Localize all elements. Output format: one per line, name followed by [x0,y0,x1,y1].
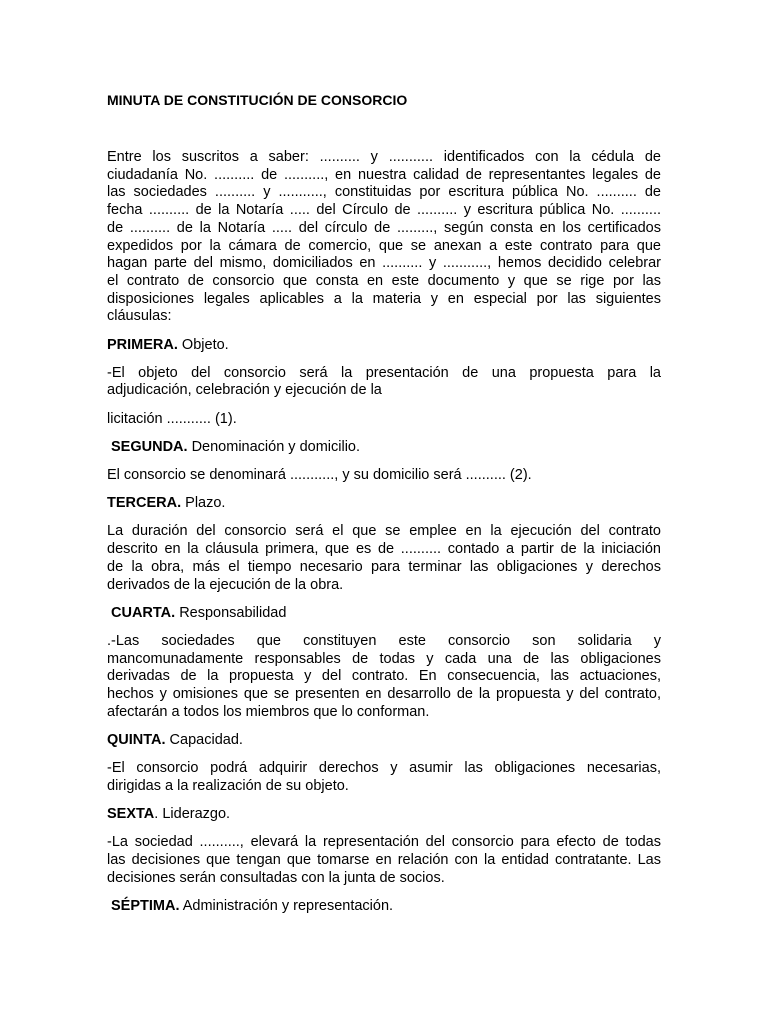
document-body [107,149,661,926]
text-line: dirigidas a la realización de su objeto. [107,777,349,794]
clause-paragraph [107,411,661,429]
text-line: derivadas de la propuesta y del contrato. En consecuencia, las actuaciones, [107,668,661,685]
clause-heading-segunda [107,439,661,457]
text-line: el contrato de consorcio que consta en este documento y que se rige por las [107,272,661,289]
text-line: decisiones serán consultadas con la junta de socios. [107,869,445,886]
clause-paragraph [107,633,661,722]
text-line: licitación ........... (1). [107,410,237,427]
clause-number: SEGUNDA. [111,438,188,455]
text-line: -El consorcio podrá adquirir derechos y asumir las obligaciones necesarias, [107,760,661,777]
text-line: -La sociedad .........., elevará la representación del consorcio para efecto de todas [107,834,661,851]
text-line: hagan parte del mismo, domiciliados en .......... y ..........., hemos decidido celebrar [107,255,661,272]
clause-number: TERCERA. [107,495,182,512]
text-line: de la obra, más el tiempo necesario para terminar las obligaciones y derechos [107,558,661,575]
clause-heading-quinta [107,732,661,750]
clause-number: CUARTA. [111,604,176,621]
clause-number: SEXTA [107,806,155,823]
text-line: adjudicación, celebración y ejecución de la [107,382,382,399]
clause-paragraph [107,467,661,485]
text-line: fecha .......... de la Notaría ..... del Círculo de .......... y escritura pública No. .......... [107,202,661,219]
text-line: disposiciones legales aplicables a la materia y en especial por las siguientes [107,290,661,307]
text-line: mancomunadamente responsables de todas y cada una de las obligaciones [107,650,661,667]
clause-heading-primera [107,337,661,355]
clause-heading-sexta [107,806,661,824]
text-line: descrito en la cláusula primera, que es de .......... contado a partir de la iniciación [107,541,661,558]
text-line: expedidos por la cámara de comercio, que se anexan a este contrato para que [107,237,661,254]
clause-paragraph [107,834,661,887]
text-line: hechos y omisiones que se presenten en desarrollo de la propuesta y del contrato, [107,686,661,703]
clause-heading-septima [107,898,661,916]
intro-paragraph [107,149,661,326]
clause-number: SÉPTIMA. [111,897,180,914]
text-line: derivados de la ejecución de la obra. [107,576,344,593]
clause-paragraph [107,365,661,400]
clause-name: . Liderazgo. [154,806,231,823]
clause-paragraph [107,760,661,795]
clause-name: Administración y representación. [179,897,394,914]
clause-name: Objeto. [177,336,229,353]
clause-number: QUINTA. [107,731,166,748]
clause-name: Plazo. [181,495,226,512]
clause-heading-tercera [107,495,661,513]
text-line: afectarán a todos los miembros que lo conforman. [107,703,430,720]
clause-paragraph [107,523,661,594]
text-line: -El objeto del consorcio será la presentación de una propuesta para la [107,364,661,381]
text-line: cláusulas: [107,308,172,325]
clause-name: Denominación y domicilio. [187,438,361,455]
document-title: MINUTA DE CONSTITUCIÓN DE CONSORCIO [107,92,408,108]
text-line: las sociedades .......... y ..........., constituidas por escritura pública No. .......... de [107,184,661,201]
text-line: de .......... de la Notaría ..... del círculo de ........., según consta en los certificados [107,219,661,236]
text-line: La duración del consorcio será el que se emplee en la ejecución del contrato [107,523,661,540]
text-line: Entre los suscritos a saber: .......... y ........... identificados con la cédula de [107,149,661,165]
text-line: El consorcio se denominará ..........., y su domicilio será .......... (2). [107,467,532,484]
text-line: ciudadanía No. .......... de .........., en nuestra calidad de representantes legales de [107,166,661,183]
clause-number: PRIMERA. [107,336,178,353]
text-line: .-Las sociedades que constituyen este consorcio son solidaria y [107,632,661,649]
text-line: las decisiones que tengan que tomarse en relación con la entidad contratante. Las [107,852,661,868]
clause-name: Responsabilidad [175,604,287,621]
clause-name: Capacidad. [165,731,243,748]
clause-heading-cuarta [107,605,661,623]
